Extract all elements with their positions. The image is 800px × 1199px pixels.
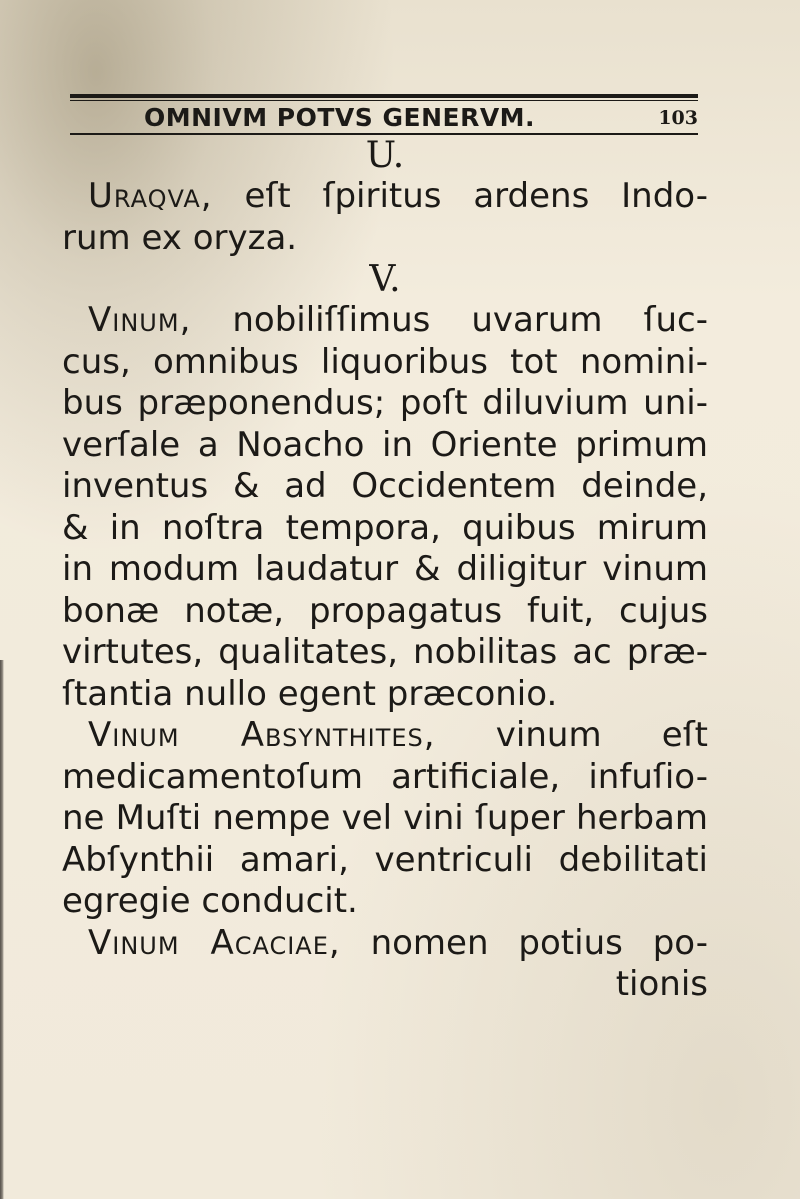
page-number: 103 <box>658 107 698 129</box>
entry-vinum-acaciae <box>62 923 708 1006</box>
entry-line: egregie conducit. <box>62 881 358 921</box>
text-block <box>62 135 708 1006</box>
entry-line: Abſynthii amari, ventriculi debilitati <box>62 839 708 880</box>
entry-text: nobiliſſimus uvarum ſuc- <box>232 300 708 340</box>
catchword: tionis <box>615 964 708 1004</box>
entry-line: virtutes, qualitates, nobilitas ac præ- <box>62 632 708 672</box>
entry-line <box>62 176 708 218</box>
page-edge-shadow <box>0 660 4 1199</box>
entry-line: rum ex oryza. <box>62 217 298 258</box>
entry-uraqva <box>62 176 708 259</box>
entry-line: verſale a Noacho in Oriente primum <box>62 424 708 465</box>
entry-vinum <box>62 300 708 715</box>
running-header <box>70 99 698 139</box>
entry-line: bonæ notæ, propagatus fuit, cujus <box>62 590 708 631</box>
entry-term: Vinum, <box>88 300 192 340</box>
entry-vinum-absynthites <box>62 715 708 923</box>
header-rule-thick <box>70 94 698 98</box>
entry-text: eſt ſpiritus ardens Indo- <box>244 176 709 216</box>
entry-line: & in noſtra tempora, quibus mirum <box>62 507 708 548</box>
entry-term: Vinum Absynthites, <box>88 715 436 755</box>
entry-line: medicamentoſum artificiale, infuſio- <box>62 756 708 797</box>
entry-line: ſtantia nullo egent præconio. <box>62 673 558 714</box>
entry-line: in modum laudatur & diligitur vinum <box>62 549 708 589</box>
entry-line: cus, omnibus liquoribus tot nomini- <box>62 341 708 382</box>
entry-line <box>62 715 708 757</box>
entry-line <box>62 923 708 965</box>
entry-term: Uraqva, <box>88 176 213 216</box>
entry-line <box>62 300 708 342</box>
entry-term: Vinum Acaciae, <box>88 922 341 963</box>
entry-line: inventus & ad Occidentem deinde, <box>62 466 708 506</box>
section-letter-u: U. <box>365 135 405 176</box>
running-title: OMNIVM POTVS GENERVM. <box>144 103 536 132</box>
entry-line: bus præponendus; poſt diluvium uni- <box>62 383 708 423</box>
entry-text: nomen potius po- <box>370 922 708 963</box>
entry-line: ne Muſti nempe vel vini ſuper herbam <box>62 798 708 838</box>
section-letter-v: V. <box>369 259 401 300</box>
entry-text: vinum eſt <box>495 715 709 755</box>
